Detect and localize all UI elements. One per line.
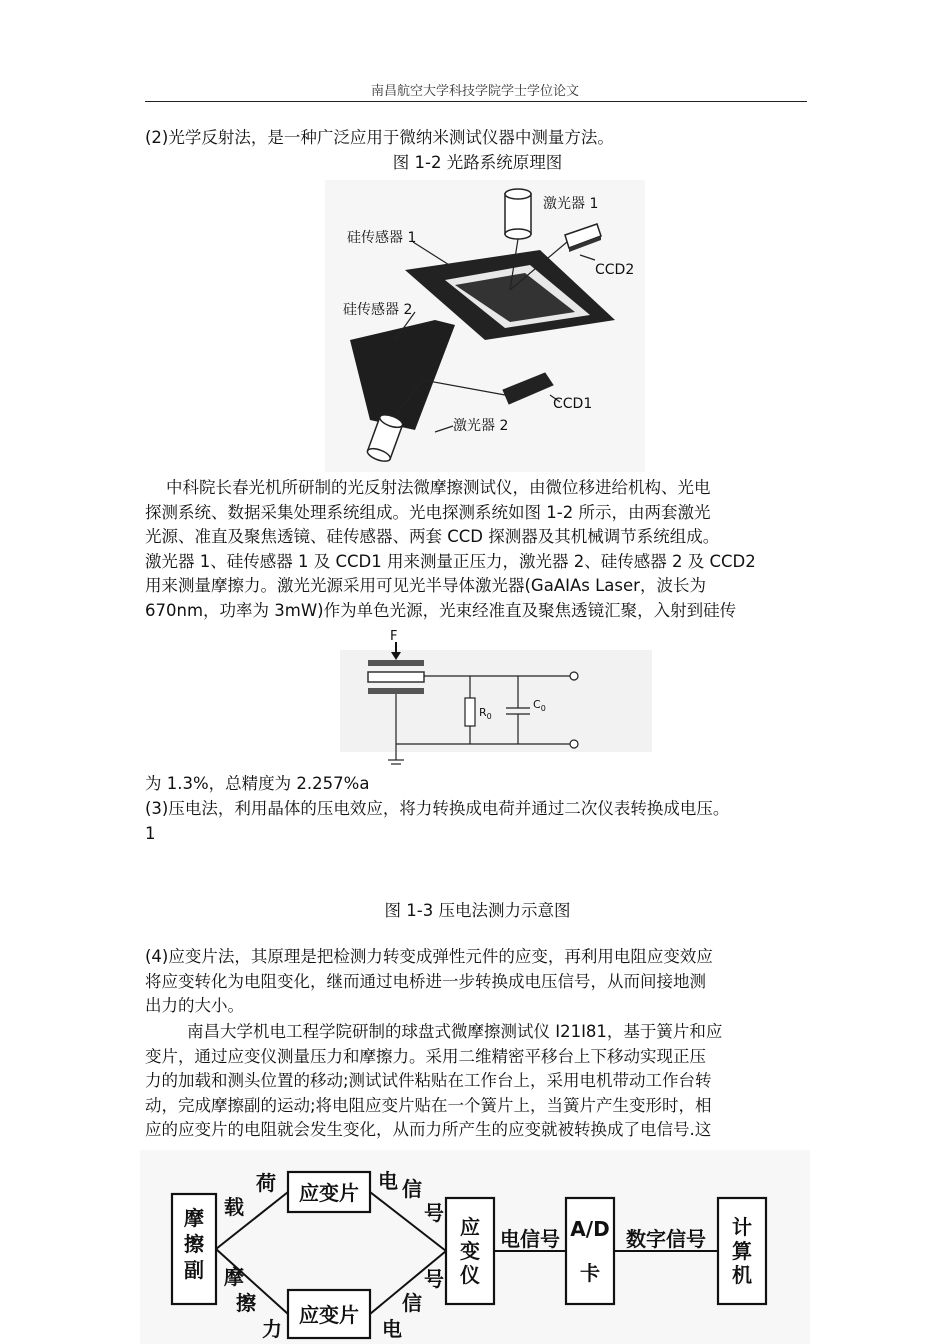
label-silicon-sensor-2: 硅传感器 2 [343, 302, 413, 318]
body-line: 将应变转化为电阻变化，继而通过电桥进一步转换成电压信号，从而间接地测 [145, 971, 706, 991]
resistor-r0 [465, 698, 475, 726]
label-elec-bottom-1: 号 [424, 1267, 444, 1291]
label-load-1: 载 [224, 1195, 244, 1219]
body-line: 应的应变片的电阻就会发生变化，从而力所产生的应变就被转换成了电信号.这 [145, 1120, 712, 1139]
label-load-2: 荷 [256, 1171, 276, 1195]
laser-1-shape [505, 189, 531, 239]
body-line: 670nm，功率为 3mW)作为单色光源，光束经准直及聚焦透镜汇聚，入射到硅传 [145, 600, 737, 620]
body-line: 力的加载和测头位置的移动;测试试件粘贴在工作台上，采用电机带动工作台转 [145, 1071, 712, 1090]
label-strain-gauge-top: 应变片 [299, 1181, 359, 1205]
label-strain-meter-2: 变 [460, 1239, 480, 1263]
body-line: 出力的大小。 [145, 996, 244, 1015]
label-ccd2: CCD2 [595, 262, 635, 278]
label-elec-bottom-2: 信 [402, 1291, 422, 1315]
electrode-top [368, 660, 424, 666]
figure-1-3-piezo-circuit [340, 628, 652, 773]
label-computer-2: 算 [732, 1239, 752, 1263]
output-terminal-top [570, 672, 578, 680]
label-friction-pair-2: 擦 [184, 1232, 204, 1256]
label-ccd1: CCD1 [553, 396, 593, 412]
electrode-bottom [368, 688, 424, 694]
figure-1-3-caption: 图 1-3 压电法测力示意图 [384, 901, 571, 920]
label-friction-1: 摩 [224, 1265, 244, 1289]
label-elec-top-1: 电 [378, 1169, 398, 1193]
label-silicon-sensor-1: 硅传感器 1 [347, 230, 417, 246]
label-elec-bottom-3: 电 [382, 1317, 402, 1341]
paragraph-piezo-method: (3)压电法，利用晶体的压电效应，将力转换成电荷并通过二次仪表转换成电压。 [145, 799, 730, 818]
label-computer-3: 机 [732, 1263, 752, 1287]
label-laser-1: 激光器 1 [543, 196, 599, 212]
label-computer-1: 计 [732, 1215, 752, 1239]
body-line: 光源、准直及聚焦透镜、硅传感器、两套 CCD 探测器及其机械调节系统组成。 [145, 527, 720, 546]
label-strain-meter-1: 应 [460, 1215, 480, 1239]
label-friction-3: 力 [262, 1317, 282, 1341]
body-line: 激光器 1、硅传感器 1 及 CCD1 用来测量正压力，激光器 2、硅传感器 2 及 CCD2 [145, 551, 756, 571]
body-line: 中科院长春光机所研制的光反射法微摩擦测试仪，由微位移进给机构、光电 [145, 478, 711, 497]
label-force-f: F [390, 629, 398, 644]
paragraph-accuracy: 为 1.3%，总精度为 2.257%a [145, 774, 370, 793]
body-line: 动，完成摩擦副的运动;将电阻应变片贴在一个簧片上，当簧片产生变形时，相 [145, 1095, 712, 1115]
figure-1-2-optical-diagram [325, 180, 645, 472]
label-r0: $R_0$ [479, 706, 492, 721]
page-header: 南昌航空大学科技学院学士学位论文 [370, 84, 579, 99]
label-strain-meter-3: 仪 [460, 1263, 480, 1287]
label-digital-signal: 数字信号 [626, 1227, 706, 1251]
label-elec-top-3: 号 [424, 1201, 444, 1225]
label-c0: $C_0$ [533, 698, 546, 713]
label-elec-signal: 电信号 [500, 1227, 560, 1251]
body-line: (4)应变片法，其原理是把检测力转变成弹性元件的应变，再利用电阻应变效应 [145, 947, 713, 966]
label-friction-pair-3: 副 [184, 1258, 204, 1282]
figure-1-2-caption: 图 1-2 光路系统原理图 [392, 153, 563, 172]
paragraph-strain-gauge [145, 945, 810, 1019]
paragraph-optical-method: (2)光学反射法，是一种广泛应用于微纳米测试仪器中测量方法。 [145, 128, 614, 147]
box-ad-card [566, 1198, 614, 1304]
header-divider [145, 101, 807, 102]
label-friction-2: 擦 [236, 1291, 256, 1315]
body-line: 探测系统、数据采集处理系统组成。光电探测系统如图 1-2 所示，由两套激光 [145, 502, 711, 522]
label-card: 卡 [580, 1261, 600, 1285]
label-friction-pair-1: 摩 [184, 1206, 204, 1230]
body-line: 变片，通过应变仪测量压力和摩擦力。采用二维精密平移台上下移动实现正压 [145, 1046, 706, 1066]
output-terminal-bottom [570, 740, 578, 748]
label-elec-top-2: 信 [402, 1177, 422, 1201]
body-line: 用来测量摩擦力。激光光源采用可见光半导体激光器(GaAIAs Laser，波长为 [145, 576, 706, 595]
paragraph-piezo-ref: 1 [145, 824, 156, 843]
label-strain-gauge-bottom: 应变片 [299, 1303, 359, 1327]
label-laser-2: 激光器 2 [453, 418, 509, 434]
piezo-crystal [368, 672, 424, 682]
body-line: 南昌大学机电工程学院研制的球盘式微摩擦测试仪 I21I81，基于簧片和应 [145, 1022, 723, 1041]
paragraph-changchun-block [145, 476, 810, 628]
label-ad-card: A/D [570, 1217, 610, 1241]
figure-1-4-block-diagram [140, 1150, 810, 1344]
paragraph-nanchang [145, 1020, 810, 1143]
